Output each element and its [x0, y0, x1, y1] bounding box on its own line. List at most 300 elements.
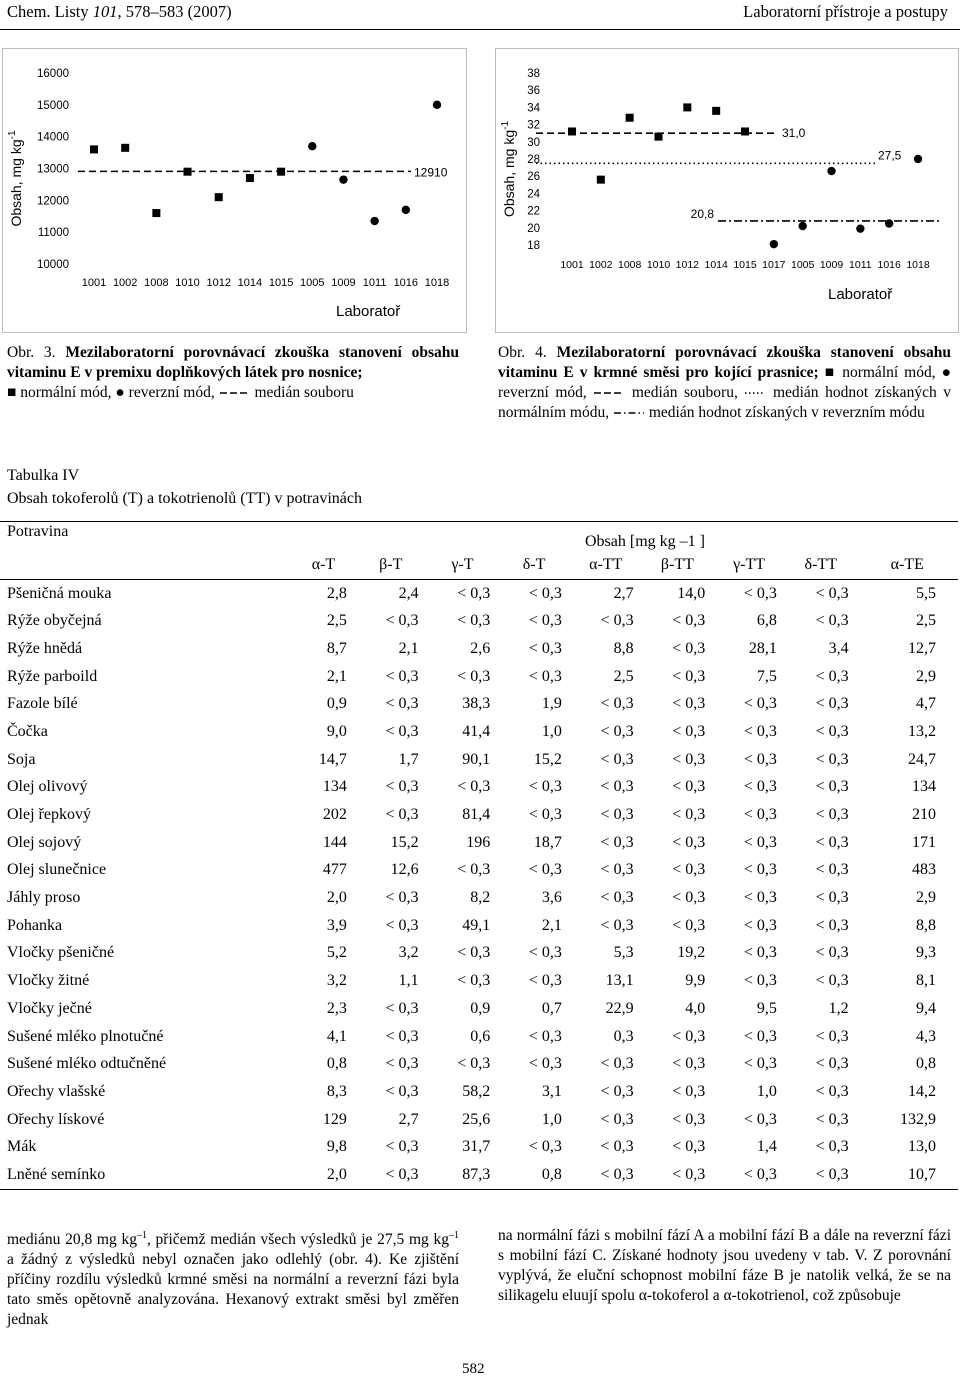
- legend-circle-icon: ●: [115, 384, 125, 401]
- table-cell: < 0,3: [672, 722, 706, 740]
- y-tick-label: 26: [527, 171, 540, 184]
- table-cell: < 0,3: [672, 612, 706, 630]
- table-cell: 15,2: [390, 833, 419, 851]
- table-cell: < 0,3: [457, 584, 491, 602]
- table-cell: 14,0: [677, 584, 706, 602]
- table-row: [0, 635, 958, 663]
- table-cell: < 0,3: [385, 722, 419, 740]
- x-tick-label: 1002: [112, 277, 138, 289]
- table-cell: 3,2: [398, 944, 419, 962]
- food-name: Olej řepkový: [7, 806, 91, 824]
- table-cell: 4,1: [326, 1027, 347, 1045]
- x-tick-label: 1010: [646, 259, 671, 271]
- table-cell: 2,7: [398, 1110, 419, 1128]
- table-cell: < 0,3: [815, 972, 849, 990]
- x-tick-label: 1001: [81, 277, 107, 289]
- table-cell: < 0,3: [743, 889, 777, 907]
- square-point: [121, 144, 129, 152]
- section-title: Laboratorní přístroje a postupy: [743, 2, 948, 21]
- table-row: [0, 1161, 958, 1189]
- column-header-row: [0, 551, 958, 579]
- y-tick-label: 16000: [37, 68, 69, 80]
- table-cell: 144: [322, 833, 347, 851]
- square-point: [277, 168, 285, 176]
- y-tick-label: 20: [527, 222, 540, 235]
- table-cell: 90,1: [462, 750, 491, 768]
- table-cell: 4,3: [916, 1027, 936, 1045]
- food-name: Olej olivový: [7, 778, 88, 796]
- table-cell: 2,1: [326, 667, 347, 685]
- table-row: [0, 829, 958, 857]
- table-cell: < 0,3: [815, 1165, 849, 1183]
- table-cell: < 0,3: [672, 1082, 706, 1100]
- column-header-1: β-T: [379, 555, 403, 573]
- x-tick-label: 1014: [704, 259, 728, 271]
- table-cell: 41,4: [462, 722, 491, 740]
- table-row: [0, 607, 958, 635]
- column-header-3: δ-T: [522, 555, 546, 573]
- table-cell: 3,6: [541, 889, 562, 907]
- food-name: Ořechy lískové: [7, 1110, 105, 1128]
- table-row: [0, 967, 958, 995]
- figure4-caption: Obr. 4. Mezilaboratorní porovnávací zkouška stanovení obsahu vitaminu E v krmné směsi pro kojící prasnice; ■ normální mód, ● reverzní mód, medián souboru, medián hodnot získaných v normálním módu, medián hodnot získaných v reverzním módu: [498, 344, 951, 421]
- table-cell: < 0,3: [457, 612, 491, 630]
- y-tick-label: 24: [527, 188, 540, 201]
- table-cell: 25,6: [462, 1110, 491, 1128]
- table-cell: < 0,3: [815, 944, 849, 962]
- food-name: Pšeničná mouka: [7, 584, 112, 602]
- table-cell: 14,7: [318, 750, 347, 768]
- table-cell: < 0,3: [743, 584, 777, 602]
- figure3-chart: [3, 49, 466, 332]
- circle-point: [856, 224, 864, 232]
- table-cell: < 0,3: [600, 1110, 634, 1128]
- table-cell: < 0,3: [600, 612, 634, 630]
- table-cell: 0,7: [541, 999, 562, 1017]
- median-label: 27,5: [878, 148, 902, 163]
- column-header-8: α-TE: [890, 555, 924, 573]
- square-point: [712, 107, 720, 115]
- y-axis-label: Obsah, mg $kg^{-1}$: [7, 130, 24, 227]
- table-cell: 5,5: [916, 584, 936, 602]
- table-cell: 4,0: [685, 999, 706, 1017]
- table-cell: 0,3: [613, 1027, 634, 1045]
- table-cell: 1,4: [756, 1138, 777, 1156]
- col-food-header: Potravina: [7, 523, 69, 540]
- food-name: Jáhly proso: [7, 889, 81, 907]
- table-cell: < 0,3: [600, 750, 634, 768]
- table-cell: < 0,3: [672, 667, 706, 685]
- table-cell: < 0,3: [672, 1055, 706, 1073]
- x-tick-label: 1012: [206, 277, 231, 289]
- table-cell: < 0,3: [672, 1110, 706, 1128]
- table-cell: 2,1: [398, 639, 419, 657]
- table-cell: < 0,3: [743, 750, 777, 768]
- y-tick-label: 32: [527, 119, 540, 132]
- table-cell: 2,9: [916, 667, 936, 685]
- table-row: [0, 912, 958, 940]
- square-point: [626, 114, 634, 122]
- table-cell: < 0,3: [815, 778, 849, 796]
- table-cell: < 0,3: [672, 861, 706, 879]
- table-cell: 8,8: [613, 639, 634, 657]
- table-row: [0, 1133, 958, 1161]
- table-row: [0, 774, 958, 802]
- circle-point: [339, 175, 347, 183]
- journal-volume: 101: [92, 2, 118, 21]
- legend-square-icon: ■: [824, 364, 837, 381]
- table-cell: 6,8: [756, 612, 777, 630]
- table-cell: < 0,3: [815, 695, 849, 713]
- table-row: [0, 995, 958, 1023]
- table-cell: < 0,3: [457, 667, 491, 685]
- table-cell: < 0,3: [672, 750, 706, 768]
- food-name: Rýže obyčejná: [7, 612, 102, 630]
- x-tick-label: 1008: [144, 277, 169, 289]
- table-cell: 3,4: [828, 639, 849, 657]
- circle-point: [827, 167, 835, 175]
- table-row: [0, 884, 958, 912]
- table-row: [0, 1050, 958, 1078]
- table-cell: 8,3: [326, 1082, 347, 1100]
- legend-square-icon: ■: [7, 384, 17, 401]
- table-cell: 8,1: [916, 972, 936, 990]
- y-tick-label: 38: [527, 68, 540, 80]
- square-point: [655, 133, 663, 141]
- table-cell: 13,1: [605, 972, 634, 990]
- column-header-2: γ-T: [451, 555, 474, 573]
- table-cell: < 0,3: [743, 1055, 777, 1073]
- food-name: Fazole bílé: [7, 695, 78, 713]
- table-cell: < 0,3: [385, 916, 419, 934]
- table-cell: < 0,3: [672, 1138, 706, 1156]
- table-cell: < 0,3: [815, 916, 849, 934]
- table-cell: 3,9: [326, 916, 347, 934]
- table-cell: 0,8: [916, 1055, 936, 1073]
- table-cell: 5,3: [613, 944, 634, 962]
- table-cell: 1,9: [541, 695, 562, 713]
- table-cell: < 0,3: [457, 944, 491, 962]
- column-header-6: γ-TT: [733, 555, 766, 573]
- median-label: 12910: [414, 165, 448, 180]
- x-tick-label: 1016: [393, 277, 419, 289]
- x-tick-label: 1009: [819, 259, 844, 271]
- table-cell: < 0,3: [600, 861, 634, 879]
- food-name: Čočka: [7, 722, 48, 740]
- table-row: [0, 663, 958, 691]
- table-cell: 7,5: [756, 667, 777, 685]
- food-name: Pohanka: [7, 916, 63, 934]
- square-point: [683, 103, 691, 111]
- table-cell: 9,8: [326, 1138, 347, 1156]
- table-cell: < 0,3: [743, 722, 777, 740]
- table-cell: 12,7: [908, 639, 936, 657]
- food-name: Sušené mléko plnotučné: [7, 1027, 164, 1045]
- table-cell: 0,9: [326, 695, 347, 713]
- table-cell: 0,8: [541, 1165, 562, 1183]
- table-cell: < 0,3: [815, 1138, 849, 1156]
- table-cell: < 0,3: [600, 695, 634, 713]
- table-cell: 24,7: [908, 750, 936, 768]
- table-cell: 2,6: [470, 639, 491, 657]
- table-title: Obsah tokoferolů (T) a tokotrienolů (TT) v potravinách: [7, 490, 362, 507]
- table-cell: 2,8: [326, 584, 347, 602]
- y-tick-label: 11000: [37, 227, 69, 240]
- x-tick-label: 1011: [362, 277, 387, 289]
- table-cell: < 0,3: [528, 806, 562, 824]
- x-tick-label: 1005: [300, 277, 325, 289]
- square-point: [568, 127, 576, 135]
- table-cell: < 0,3: [528, 944, 562, 962]
- table-cell: < 0,3: [600, 1082, 634, 1100]
- table-cell: < 0,3: [815, 889, 849, 907]
- square-point: [597, 176, 605, 184]
- food-name: Rýže parboild: [7, 667, 98, 685]
- table-cell: 1,0: [756, 1082, 777, 1100]
- column-header-4: α-TT: [589, 555, 623, 573]
- table-cell: < 0,3: [743, 778, 777, 796]
- table-cell: < 0,3: [528, 612, 562, 630]
- table-cell: 5,2: [326, 944, 347, 962]
- circle-point: [798, 222, 806, 230]
- food-name: Sušené mléko odtučněné: [7, 1055, 167, 1073]
- table-cell: < 0,3: [528, 861, 562, 879]
- median-label: 31,0: [782, 126, 806, 141]
- table-cell: < 0,3: [385, 667, 419, 685]
- header-rule: [0, 29, 960, 30]
- x-tick-label: 1015: [733, 259, 757, 271]
- table-cell: 2,0: [326, 889, 347, 907]
- table-cell: 49,1: [462, 916, 491, 934]
- circle-point: [885, 219, 893, 227]
- table-cell: 58,2: [462, 1082, 491, 1100]
- table-cell: < 0,3: [528, 778, 562, 796]
- journal-reference: Chem. Listy 101, 578–583 (2007): [7, 2, 232, 21]
- table-cell: < 0,3: [385, 1027, 419, 1045]
- table-cell: < 0,3: [815, 1055, 849, 1073]
- table-cell: 12,6: [390, 861, 419, 879]
- x-tick-label: 1012: [675, 259, 700, 271]
- table-cell: < 0,3: [815, 1082, 849, 1100]
- table-cell: < 0,3: [600, 1055, 634, 1073]
- table-cell: < 0,3: [815, 861, 849, 879]
- table-cell: 0,8: [326, 1055, 347, 1073]
- table-cell: 2,3: [326, 999, 347, 1017]
- legend-circle-icon: ●: [941, 364, 951, 381]
- table-cell: < 0,3: [743, 1110, 777, 1128]
- legend-dashdot-line-icon: [613, 409, 645, 417]
- x-tick-label: 1009: [331, 277, 356, 289]
- table-row: [0, 746, 958, 774]
- figure4-xlabel: Laboratoř: [828, 286, 893, 303]
- y-tick-label: 22: [527, 205, 540, 218]
- x-tick-label: 1011: [849, 259, 872, 271]
- legend-dashed-line-icon: [219, 389, 251, 397]
- figure3-frame: [2, 48, 467, 333]
- food-name: Olej slunečnice: [7, 861, 107, 879]
- table-cell: < 0,3: [743, 1027, 777, 1045]
- table-cell: < 0,3: [743, 916, 777, 934]
- table-cell: < 0,3: [743, 972, 777, 990]
- table-cell: < 0,3: [600, 916, 634, 934]
- table-cell: 10,7: [908, 1165, 936, 1183]
- table-cell: < 0,3: [815, 833, 849, 851]
- table-cell: < 0,3: [672, 833, 706, 851]
- table-cell: 132,9: [900, 1110, 936, 1128]
- y-tick-label: 15000: [37, 99, 69, 112]
- table-cell: 28,1: [748, 639, 777, 657]
- table-cell: < 0,3: [457, 861, 491, 879]
- figure3-caption: Obr. 3. Mezilaboratorní porovnávací zkouška stanovení obsahu vitaminu E v premixu doplňkových látek pro nosnice; ■ normální mód, ● reverzní mód, medián souboru: [7, 344, 460, 401]
- circle-point: [770, 240, 778, 248]
- table-cell: < 0,3: [743, 1165, 777, 1183]
- table-row: [0, 690, 958, 718]
- x-tick-label: 1008: [617, 259, 642, 271]
- table-cell: < 0,3: [528, 1027, 562, 1045]
- table-cell: < 0,3: [457, 972, 491, 990]
- table-cell: < 0,3: [672, 806, 706, 824]
- table-cell: 38,3: [462, 695, 491, 713]
- table-label: Tabulka IV: [7, 467, 80, 484]
- table-cell: 8,7: [326, 639, 347, 657]
- table-cell: < 0,3: [385, 1138, 419, 1156]
- table-cell: < 0,3: [385, 778, 419, 796]
- table-cell: < 0,3: [600, 833, 634, 851]
- table-cell: 2,5: [916, 612, 936, 630]
- food-name: Vločky ječné: [7, 999, 92, 1017]
- food-name: Lněné semínko: [7, 1165, 106, 1183]
- table-cell: < 0,3: [672, 889, 706, 907]
- table-cell: 81,4: [462, 806, 491, 824]
- table-cell: < 0,3: [457, 778, 491, 796]
- table-cell: 8,8: [916, 916, 936, 934]
- table-cell: 1,0: [541, 722, 562, 740]
- table-cell: < 0,3: [385, 806, 419, 824]
- y-tick-label: 18: [527, 240, 540, 252]
- table-cell: 1,0: [541, 1110, 562, 1128]
- x-tick-label: 1002: [589, 259, 613, 271]
- y-tick-label: 13000: [37, 163, 69, 176]
- figure4-frame: [495, 48, 959, 333]
- table-cell: 171: [912, 833, 936, 851]
- circle-point: [914, 155, 922, 163]
- column-header-0: α-T: [311, 555, 336, 573]
- table-row: [0, 1106, 958, 1134]
- table-cell: 2,4: [398, 584, 419, 602]
- table-row: [0, 1023, 958, 1051]
- table-row: [0, 579, 958, 607]
- legend-dotted-line-icon: [744, 389, 766, 397]
- table-cell: < 0,3: [528, 1055, 562, 1073]
- circle-point: [308, 142, 316, 150]
- table-cell: < 0,3: [815, 1027, 849, 1045]
- table-cell: 134: [322, 778, 347, 796]
- table-cell: < 0,3: [385, 612, 419, 630]
- table-cell: < 0,3: [672, 639, 706, 657]
- circle-point: [370, 217, 378, 225]
- table-cell: < 0,3: [815, 722, 849, 740]
- table-cell: 2,7: [613, 584, 634, 602]
- table-cell: 15,2: [533, 750, 562, 768]
- table-cell: 0,9: [470, 999, 491, 1017]
- y-tick-label: 10000: [37, 259, 69, 271]
- x-tick-label: 1014: [237, 277, 263, 289]
- table-cell: 18,7: [533, 833, 562, 851]
- table-cell: < 0,3: [528, 1138, 562, 1156]
- y-tick-label: 36: [527, 85, 540, 98]
- square-point: [215, 193, 223, 201]
- table-cell: < 0,3: [528, 584, 562, 602]
- x-tick-label: 1015: [268, 277, 294, 289]
- circle-point: [433, 101, 441, 109]
- table-row: [0, 940, 958, 968]
- table-cell: 196: [466, 833, 491, 851]
- table-cell: 9,5: [756, 999, 777, 1017]
- table-cell: 14,2: [908, 1082, 936, 1100]
- table-cell: 13,2: [908, 722, 936, 740]
- x-tick-label: 1001: [560, 259, 584, 271]
- figure3-xlabel: Laboratoř: [336, 303, 401, 320]
- table-cell: < 0,3: [600, 1165, 634, 1183]
- legend-dashed-line-icon: [593, 389, 625, 397]
- table-cell: 1,7: [398, 750, 419, 768]
- table-cell: 202: [322, 806, 347, 824]
- table-cell: < 0,3: [743, 806, 777, 824]
- x-tick-label: 1010: [175, 277, 200, 289]
- table-cell: < 0,3: [672, 695, 706, 713]
- table-cell: < 0,3: [600, 889, 634, 907]
- table-cell: < 0,3: [385, 1165, 419, 1183]
- x-tick-label: 1005: [790, 259, 815, 271]
- table-cell: < 0,3: [528, 972, 562, 990]
- table-cell: < 0,3: [528, 639, 562, 657]
- table-cell: < 0,3: [815, 612, 849, 630]
- table-cell: 210: [912, 806, 936, 824]
- table-cell: 2,9: [916, 889, 936, 907]
- y-tick-label: 30: [527, 136, 540, 149]
- table-cell: 4,7: [916, 695, 936, 713]
- page-number: 582: [462, 1361, 485, 1377]
- table-cell: < 0,3: [815, 667, 849, 685]
- table-cell: 22,9: [605, 999, 634, 1017]
- y-tick-label: 12000: [37, 195, 69, 208]
- table-cell: 8,2: [470, 889, 491, 907]
- table-row: [0, 857, 958, 885]
- table-cell: < 0,3: [815, 584, 849, 602]
- table-cell: 0,6: [470, 1027, 491, 1045]
- column-header-7: δ-TT: [804, 555, 837, 573]
- col-group-header: Obsah [mg kg –1 ]: [585, 533, 705, 550]
- x-tick-label: 1017: [762, 259, 786, 271]
- food-table: [0, 523, 958, 1190]
- food-name: Soja: [7, 750, 36, 768]
- table-cell: < 0,3: [672, 916, 706, 934]
- table-cell: 9,4: [916, 999, 936, 1017]
- table-cell: < 0,3: [672, 1027, 706, 1045]
- table-cell: < 0,3: [743, 695, 777, 713]
- table-cell: 134: [912, 778, 936, 796]
- y-tick-label: 34: [527, 102, 540, 115]
- table-top-rule: [0, 521, 958, 522]
- table-cell: < 0,3: [385, 889, 419, 907]
- table-cell: 9,9: [685, 972, 706, 990]
- table-cell: < 0,3: [385, 999, 419, 1017]
- table-cell: 9,3: [916, 944, 936, 962]
- food-name: Rýže hnědá: [7, 639, 83, 657]
- table-cell: 19,2: [677, 944, 706, 962]
- table-cell: 2,5: [613, 667, 634, 685]
- table-cell: 3,2: [326, 972, 347, 990]
